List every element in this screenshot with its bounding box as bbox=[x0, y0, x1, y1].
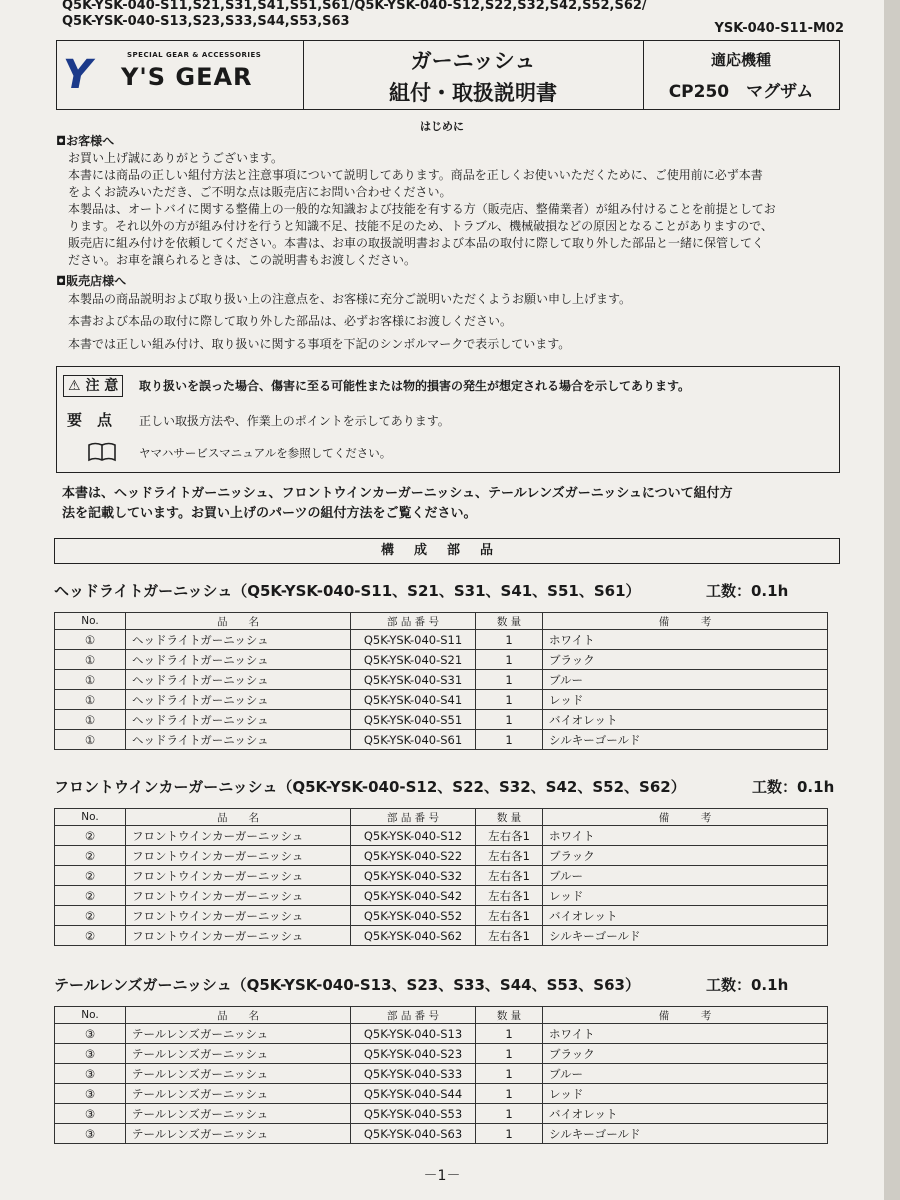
col-header-no: No. bbox=[55, 613, 126, 630]
table-row bbox=[55, 1124, 828, 1144]
applicable-parts-line-1: Q5K-YSK-040-S11,S21,S31,S41,S51,S61/Q5K-YSK-040-S12,S22,S32,S42,S52,S62/ bbox=[62, 0, 647, 13]
labor-time-headlight: 工数：0.1h bbox=[706, 582, 789, 600]
cell-name: ヘッドライトガーニッシュ bbox=[126, 730, 351, 750]
cell-name: フロントウインカーガーニッシュ bbox=[126, 846, 351, 866]
parts-table-tail-lens bbox=[54, 1006, 828, 1144]
cell-no: ① bbox=[55, 710, 126, 730]
cell-no: ③ bbox=[55, 1104, 126, 1124]
table-header-row bbox=[55, 809, 828, 826]
point-label: 要 点 bbox=[67, 411, 113, 429]
scope-text bbox=[62, 484, 733, 524]
cell-part: Q5K-YSK-040-S12 bbox=[351, 826, 476, 846]
cell-qty: 1 bbox=[476, 1124, 543, 1144]
brand-logo bbox=[57, 41, 304, 109]
col-header-name: 品 名 bbox=[126, 613, 351, 630]
table-row bbox=[55, 670, 828, 690]
col-header-part: 部 品 番 号 bbox=[351, 809, 476, 826]
section-title-headlight: ヘッドライトガーニッシュ（Q5K-YSK-040-S11、S21、S31、S41、S51、S61） bbox=[54, 582, 641, 600]
col-header-part: 部 品 番 号 bbox=[351, 1007, 476, 1024]
model-cell bbox=[643, 41, 839, 109]
title-line-1: ガーニッシュ bbox=[410, 49, 536, 73]
manual-text: ヤマハサービスマニュアルを参照してください。 bbox=[139, 446, 392, 460]
dealer-line: 本製品の商品説明および取り扱い上の注意点を、お客様に充分ご説明いただくようお願い申し上げます。 bbox=[68, 292, 632, 306]
warning-triangle-icon: ⚠ bbox=[68, 378, 81, 394]
table-row bbox=[55, 1084, 828, 1104]
cell-note: ホワイト bbox=[543, 1024, 828, 1044]
cell-part: Q5K-YSK-040-S52 bbox=[351, 906, 476, 926]
cell-part: Q5K-YSK-040-S62 bbox=[351, 926, 476, 946]
table-row bbox=[55, 650, 828, 670]
page-edge-shadow bbox=[884, 0, 900, 1200]
scope-line: 法を記載しています。お買い上げのパーツの組付方法をご覧ください。 bbox=[62, 506, 477, 521]
table-row bbox=[55, 1024, 828, 1044]
section-title-tail-lens: テールレンズガーニッシュ（Q5K-YSK-040-S13、S23、S33、S44、S53、S63） bbox=[54, 976, 640, 994]
parts-table-front-winker bbox=[54, 808, 828, 946]
cell-no: ③ bbox=[55, 1064, 126, 1084]
cell-part: Q5K-YSK-040-S23 bbox=[351, 1044, 476, 1064]
table-header-row bbox=[55, 613, 828, 630]
cell-note: ブラック bbox=[543, 650, 828, 670]
col-header-qty: 数 量 bbox=[476, 809, 543, 826]
scope-line: 本書は、ヘッドライトガーニッシュ、フロントウインカーガーニッシュ、テールレンズガーニッシュについて組付方 bbox=[62, 486, 733, 501]
cell-no: ② bbox=[55, 846, 126, 866]
cell-qty: 1 bbox=[476, 1064, 543, 1084]
point-text: 正しい取扱方法や、作業上のポイントを示してあります。 bbox=[139, 414, 450, 428]
table-row bbox=[55, 826, 828, 846]
section-title-front-winker: フロントウインカーガーニッシュ（Q5K-YSK-040-S12、S22、S32、S42、S52、S62） bbox=[54, 778, 686, 796]
cell-no: ② bbox=[55, 886, 126, 906]
table-row bbox=[55, 730, 828, 750]
cell-part: Q5K-YSK-040-S63 bbox=[351, 1124, 476, 1144]
table-row bbox=[55, 846, 828, 866]
applicable-parts-list bbox=[62, 0, 647, 30]
customer-line: ります。それ以外の方が組み付けを行うと知識不足、技能不足のため、トラブル、機械破損などの原因となることがありますので、 bbox=[68, 219, 773, 233]
cell-name: ヘッドライトガーニッシュ bbox=[126, 690, 351, 710]
cell-part: Q5K-YSK-040-S32 bbox=[351, 866, 476, 886]
cell-no: ③ bbox=[55, 1024, 126, 1044]
cell-part: Q5K-YSK-040-S41 bbox=[351, 690, 476, 710]
cell-qty: 1 bbox=[476, 1084, 543, 1104]
cell-note: バイオレット bbox=[543, 710, 828, 730]
col-header-name: 品 名 bbox=[126, 1007, 351, 1024]
page-number: －1－ bbox=[423, 1168, 461, 1184]
cell-qty: 1 bbox=[476, 730, 543, 750]
symbol-note: 本書では正しい組み付け、取り扱いに関する事項を下記のシンボルマークで表示しています。 bbox=[68, 337, 571, 351]
ys-logo-mark-icon: Y bbox=[63, 52, 92, 98]
book-icon bbox=[87, 441, 117, 467]
customer-line: 本書には商品の正しい組付方法と注意事項について説明してあります。商品を正しくお使いいただくために、ご使用前に必ず本書 bbox=[68, 168, 763, 182]
table-row bbox=[55, 1104, 828, 1124]
cell-note: レッド bbox=[543, 1084, 828, 1104]
labor-time-front-winker: 工数：0.1h bbox=[752, 778, 835, 796]
cell-note: ブルー bbox=[543, 670, 828, 690]
cell-no: ② bbox=[55, 926, 126, 946]
dealer-text bbox=[68, 291, 631, 330]
header-box bbox=[56, 40, 840, 110]
col-header-qty: 数 量 bbox=[476, 1007, 543, 1024]
table-row bbox=[55, 866, 828, 886]
model-label: 適応機種 bbox=[710, 51, 771, 69]
col-header-part: 部 品 番 号 bbox=[351, 613, 476, 630]
intro-heading: はじめに bbox=[420, 120, 464, 133]
cell-no: ① bbox=[55, 730, 126, 750]
cell-name: ヘッドライトガーニッシュ bbox=[126, 650, 351, 670]
table-row bbox=[55, 886, 828, 906]
caution-label bbox=[63, 375, 123, 397]
customer-line: ださい。お車を譲られるときは、この説明書もお渡しください。 bbox=[68, 253, 417, 267]
cell-note: ブルー bbox=[543, 1064, 828, 1084]
col-header-name: 品 名 bbox=[126, 809, 351, 826]
customer-line: お買い上げ誠にありがとうございます。 bbox=[68, 151, 284, 165]
cell-part: Q5K-YSK-040-S21 bbox=[351, 650, 476, 670]
cell-qty: 1 bbox=[476, 650, 543, 670]
cell-name: テールレンズガーニッシュ bbox=[126, 1024, 351, 1044]
customer-title-text: お客様へ bbox=[66, 134, 115, 148]
cell-name: テールレンズガーニッシュ bbox=[126, 1064, 351, 1084]
cell-note: シルキーゴールド bbox=[543, 1124, 828, 1144]
cell-no: ③ bbox=[55, 1044, 126, 1064]
labor-time-tail-lens: 工数：0.1h bbox=[706, 976, 789, 994]
cell-note: ブラック bbox=[543, 1044, 828, 1064]
cell-name: ヘッドライトガーニッシュ bbox=[126, 630, 351, 650]
cell-note: ホワイト bbox=[543, 630, 828, 650]
cell-no: ① bbox=[55, 670, 126, 690]
cell-part: Q5K-YSK-040-S44 bbox=[351, 1084, 476, 1104]
cell-no: ① bbox=[55, 690, 126, 710]
table-body bbox=[55, 630, 828, 750]
col-header-no: No. bbox=[55, 1007, 126, 1024]
cell-note: レッド bbox=[543, 886, 828, 906]
col-header-note: 備 考 bbox=[543, 1007, 828, 1024]
title-line-2: 組付・取扱説明書 bbox=[389, 81, 557, 105]
cell-part: Q5K-YSK-040-S51 bbox=[351, 710, 476, 730]
table-header-row bbox=[55, 1007, 828, 1024]
cell-note: ブラック bbox=[543, 846, 828, 866]
cell-qty: 1 bbox=[476, 1044, 543, 1064]
cell-no: ① bbox=[55, 630, 126, 650]
cell-no: ③ bbox=[55, 1084, 126, 1104]
document-id: YSK-040-S11-M02 bbox=[714, 21, 844, 36]
cell-part: Q5K-YSK-040-S33 bbox=[351, 1064, 476, 1084]
dealer-line: 本書および本品の取付に際して取り外した部品は、必ずお客様にお渡しください。 bbox=[68, 314, 513, 328]
cell-qty: 1 bbox=[476, 1104, 543, 1124]
applicable-parts-line-2: Q5K-YSK-040-S13,S23,S33,S44,S53,S63 bbox=[62, 14, 350, 29]
cell-qty: 左右各1 bbox=[476, 846, 543, 866]
parts-table-headlight bbox=[54, 612, 828, 750]
logo-name: Y'S GEAR bbox=[121, 63, 253, 91]
table-row bbox=[55, 906, 828, 926]
cell-part: Q5K-YSK-040-S13 bbox=[351, 1024, 476, 1044]
customer-section-title bbox=[56, 132, 114, 149]
cell-part: Q5K-YSK-040-S61 bbox=[351, 730, 476, 750]
table-body bbox=[55, 1024, 828, 1144]
cell-part: Q5K-YSK-040-S31 bbox=[351, 670, 476, 690]
bullet-icon: ◘ bbox=[56, 274, 67, 288]
table-row bbox=[55, 630, 828, 650]
bullet-icon: ◘ bbox=[56, 134, 67, 148]
table-body bbox=[55, 826, 828, 946]
cell-no: ② bbox=[55, 866, 126, 886]
cell-no: ① bbox=[55, 650, 126, 670]
dealer-section-title bbox=[56, 272, 126, 289]
cell-note: シルキーゴールド bbox=[543, 730, 828, 750]
caution-text: 取り扱いを誤った場合、傷害に至る可能性または物的損害の発生が想定される場合を示してあります。 bbox=[139, 379, 691, 393]
cell-part: Q5K-YSK-040-S22 bbox=[351, 846, 476, 866]
table-row bbox=[55, 690, 828, 710]
col-header-note: 備 考 bbox=[543, 809, 828, 826]
cell-note: レッド bbox=[543, 690, 828, 710]
cell-name: フロントウインカーガーニッシュ bbox=[126, 926, 351, 946]
cell-name: ヘッドライトガーニッシュ bbox=[126, 670, 351, 690]
cell-name: フロントウインカーガーニッシュ bbox=[126, 826, 351, 846]
cell-qty: 左右各1 bbox=[476, 826, 543, 846]
cell-name: テールレンズガーニッシュ bbox=[126, 1084, 351, 1104]
cell-qty: 左右各1 bbox=[476, 906, 543, 926]
cell-qty: 1 bbox=[476, 1024, 543, 1044]
customer-line: をよくお読みいただき、ご不明な点は販売店にお問い合わせください。 bbox=[68, 185, 452, 199]
table-row bbox=[55, 926, 828, 946]
customer-line: 本製品は、オートバイに関する整備上の一般的な知識および技能を有する方（販売店、整備業者）が組み付けることを前提としてお bbox=[68, 202, 776, 216]
cell-name: テールレンズガーニッシュ bbox=[126, 1104, 351, 1124]
cell-qty: 1 bbox=[476, 630, 543, 650]
customer-text bbox=[68, 150, 776, 269]
cell-note: シルキーゴールド bbox=[543, 926, 828, 946]
cell-name: テールレンズガーニッシュ bbox=[126, 1124, 351, 1144]
cell-name: フロントウインカーガーニッシュ bbox=[126, 906, 351, 926]
customer-line: 販売店に組み付けを依頼してください。本書は、お車の取扱説明書および本品の取付に際して取り外した部品と一緒に保管してく bbox=[68, 236, 765, 250]
cell-qty: 左右各1 bbox=[476, 886, 543, 906]
cell-note: ブルー bbox=[543, 866, 828, 886]
table-row bbox=[55, 710, 828, 730]
cell-no: ② bbox=[55, 906, 126, 926]
document-title-cell bbox=[303, 41, 644, 109]
col-header-no: No. bbox=[55, 809, 126, 826]
cell-part: Q5K-YSK-040-S42 bbox=[351, 886, 476, 906]
cell-note: バイオレット bbox=[543, 1104, 828, 1124]
cell-qty: 左右各1 bbox=[476, 926, 543, 946]
cell-name: ヘッドライトガーニッシュ bbox=[126, 710, 351, 730]
cell-note: バイオレット bbox=[543, 906, 828, 926]
cell-part: Q5K-YSK-040-S11 bbox=[351, 630, 476, 650]
cell-qty: 1 bbox=[476, 670, 543, 690]
cell-name: フロントウインカーガーニッシュ bbox=[126, 886, 351, 906]
symbol-legend-box bbox=[56, 366, 840, 473]
cell-part: Q5K-YSK-040-S53 bbox=[351, 1104, 476, 1124]
cell-no: ③ bbox=[55, 1124, 126, 1144]
cell-qty: 左右各1 bbox=[476, 866, 543, 886]
table-row bbox=[55, 1044, 828, 1064]
col-header-note: 備 考 bbox=[543, 613, 828, 630]
components-title-bar: 構成部品 bbox=[54, 538, 840, 564]
col-header-qty: 数 量 bbox=[476, 613, 543, 630]
cell-name: フロントウインカーガーニッシュ bbox=[126, 866, 351, 886]
cell-qty: 1 bbox=[476, 710, 543, 730]
cell-name: テールレンズガーニッシュ bbox=[126, 1044, 351, 1064]
dealer-title-text: 販売店様へ bbox=[66, 274, 127, 288]
table-row bbox=[55, 1064, 828, 1084]
logo-tagline: SPECIAL GEAR & ACCESSORIES bbox=[127, 51, 262, 59]
caution-label-text: 注 意 bbox=[85, 378, 119, 394]
cell-qty: 1 bbox=[476, 690, 543, 710]
cell-note: ホワイト bbox=[543, 826, 828, 846]
cell-no: ② bbox=[55, 826, 126, 846]
model-name: CP250 マグザム bbox=[668, 82, 814, 102]
